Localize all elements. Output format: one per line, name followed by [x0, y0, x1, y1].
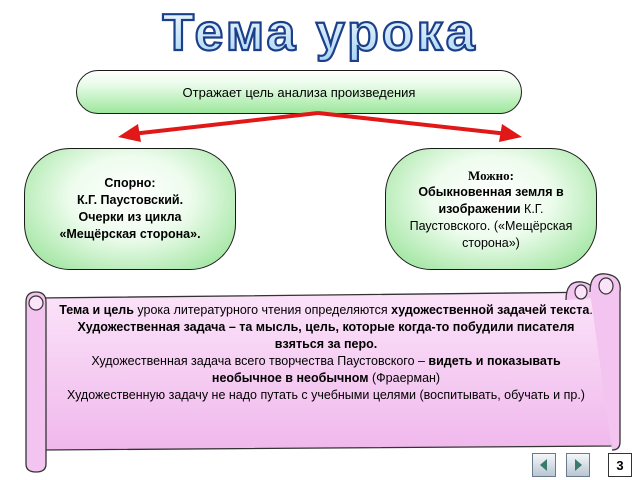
right-branch-line: Паустовского. («Мещёрская — [409, 218, 573, 233]
top-statement-text: Отражает цель анализа произведения — [182, 84, 416, 100]
next-slide-button[interactable] — [566, 453, 590, 477]
right-arrow-line — [318, 113, 508, 134]
text-fragment: (Фраерман) — [368, 371, 441, 385]
left-branch-line: «Мещёрская сторона». — [59, 227, 201, 241]
scroll-text — [56, 302, 596, 404]
right-branch-line — [438, 201, 543, 218]
text-fragment: Художественная задача всего творчества Паустовского – — [91, 354, 429, 368]
scroll-left-curl — [29, 296, 43, 310]
scroll-left-roll — [26, 292, 46, 472]
left-arrow-line — [132, 113, 318, 134]
right-branch-normal: К.Г. — [520, 201, 544, 216]
scroll-paragraph — [56, 302, 596, 319]
bold-fragment: художественной задачей текста — [391, 303, 590, 317]
right-branch-box — [385, 148, 597, 270]
left-branch-line: К.Г. Паустовский. — [76, 193, 184, 207]
prev-slide-button[interactable] — [532, 453, 556, 477]
left-branch-box — [24, 148, 236, 270]
left-arrow-head — [118, 124, 141, 142]
scroll-paragraph: Художественная задача – та мысль, цель, которые когда-то побудили писателя взяться за перо. — [77, 320, 575, 351]
right-branch-line: сторона») — [462, 235, 520, 250]
bold-fragment: Тема и цель — [59, 303, 134, 317]
right-branch-line: Обыкновенная земля в — [418, 184, 564, 199]
right-branch-heading: Можно: — [467, 167, 515, 183]
arrow-left-icon — [537, 458, 551, 472]
slide-title — [0, 0, 640, 62]
text-fragment: урока литературного чтения определяются — [133, 303, 392, 317]
right-arrow-head — [499, 124, 522, 142]
arrow-right-icon — [571, 458, 585, 472]
scroll-paragraph — [56, 353, 596, 387]
scroll-right-curl — [599, 278, 613, 294]
scroll-mid-curl — [575, 285, 587, 299]
left-branch-line: Спорно: — [104, 176, 156, 190]
bold-fragment: видеть и показывать необычное в необычном — [211, 354, 561, 385]
left-branch-line: Очерки из цикла — [78, 210, 182, 224]
title-text: Тема урока — [162, 4, 478, 62]
page-number: 3 — [608, 453, 632, 477]
text-fragment: . — [589, 303, 593, 317]
scroll-paragraph: Художественную задачу не надо путать с учебными целями (воспитывать, обучать и пр.) — [67, 388, 585, 402]
right-branch-bold: изображении — [438, 201, 521, 216]
